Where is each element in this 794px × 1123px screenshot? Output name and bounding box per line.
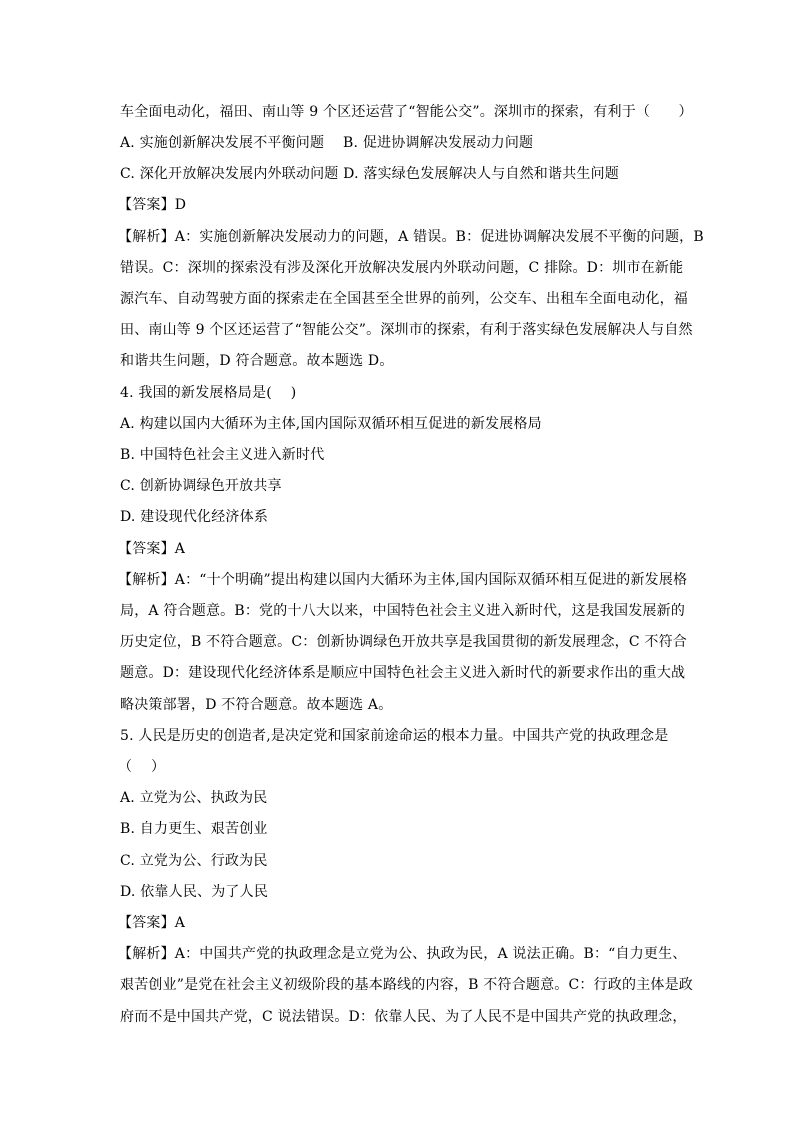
answer-label: 【答案】D	[118, 197, 187, 213]
question-line: 4. 我国的新发展格局是( )	[120, 385, 297, 401]
text-line: 车全面电动化，福田、南山等 9 个区还运营了“智能公交”。深圳市的探索，有利于（ ）	[120, 104, 693, 120]
analysis-line: 【解析】A：实施创新解决发展动力的问题，A 错误。B：促进协调解决发展不平衡的问题，B	[118, 229, 704, 245]
option-line: A. 立党为公、执政为民	[120, 790, 268, 806]
option-line: B. 中国特色社会主义进入新时代	[120, 447, 325, 463]
analysis-line: 历史定位，B 不符合题意。C：创新协调绿色开放共享是我国贯彻的新发展理念，C 不符合	[120, 634, 688, 650]
question-line: （ ）	[118, 759, 166, 775]
analysis-line: 局，A 符合题意。B：党的十八大以来，中国特色社会主义进入新时代，这是我国发展新的	[120, 603, 686, 619]
option-line: C. 创新协调绿色开放共享	[120, 478, 282, 494]
option-line: A. 构建以国内大循环为主体,国内国际双循环相互促进的新发展格局	[120, 416, 542, 432]
option-line: C. 立党为公、行政为民	[120, 853, 268, 869]
analysis-line: 【解析】A：“十个明确”提出构建以国内大循环为主体,国内国际双循环相互促进的新发展格	[118, 572, 688, 588]
analysis-line: 艰苦创业”是党在社会主义初级阶段的基本路线的内容，B 不符合题意。C：行政的主体是政	[120, 977, 694, 993]
analysis-line: 和谐共生问题，D 符合题意。故本题选 D。	[120, 353, 394, 369]
answer-label: 【答案】A	[118, 541, 186, 557]
analysis-line: 田、南山等 9 个区还运营了“智能公交”。深圳市的探索，有利于落实绿色发展解决人与自然	[120, 322, 693, 338]
analysis-line: 题意。D：建设现代化经济体系是顺应中国特色社会主义进入新时代的新要求作出的重大战	[120, 665, 686, 681]
question-line: 5. 人民是历史的创造者,是决定党和国家前途命运的根本力量。中国共产党的执政理念是	[120, 728, 669, 744]
analysis-line: 错误。C：深圳的探索没有涉及深化开放解决发展内外联动问题，C 排除。D：圳市在新能	[120, 260, 684, 276]
analysis-line: 略决策部署，D 不符合题意。故本题选 A。	[120, 697, 393, 713]
analysis-line: 府而不是中国共产党，C 说法错误。D：依靠人民、为了人民不是中国共产党的执政理念，	[120, 1009, 687, 1025]
option-line: C. 深化开放解决发展内外联动问题 D. 落实绿色发展解决人与自然和谐共生问题	[120, 166, 619, 182]
option-line: D. 建设现代化经济体系	[120, 509, 269, 525]
answer-label: 【答案】A	[118, 915, 186, 931]
option-line: B. 自力更生、艰苦创业	[120, 821, 268, 837]
option-line: D. 依靠人民、为了人民	[120, 884, 269, 900]
analysis-line: 【解析】A：中国共产党的执政理念是立党为公、执政为民，A 说法正确。B：“自力更生、	[118, 946, 687, 962]
option-line: A. 实施创新解决发展不平衡问题 B. 促进协调解决发展动力问题	[120, 135, 534, 151]
analysis-line: 源汽车、自动驾驶方面的探索走在全国甚至全世界的前列，公交车、出租车全面电动化，福	[120, 291, 688, 307]
